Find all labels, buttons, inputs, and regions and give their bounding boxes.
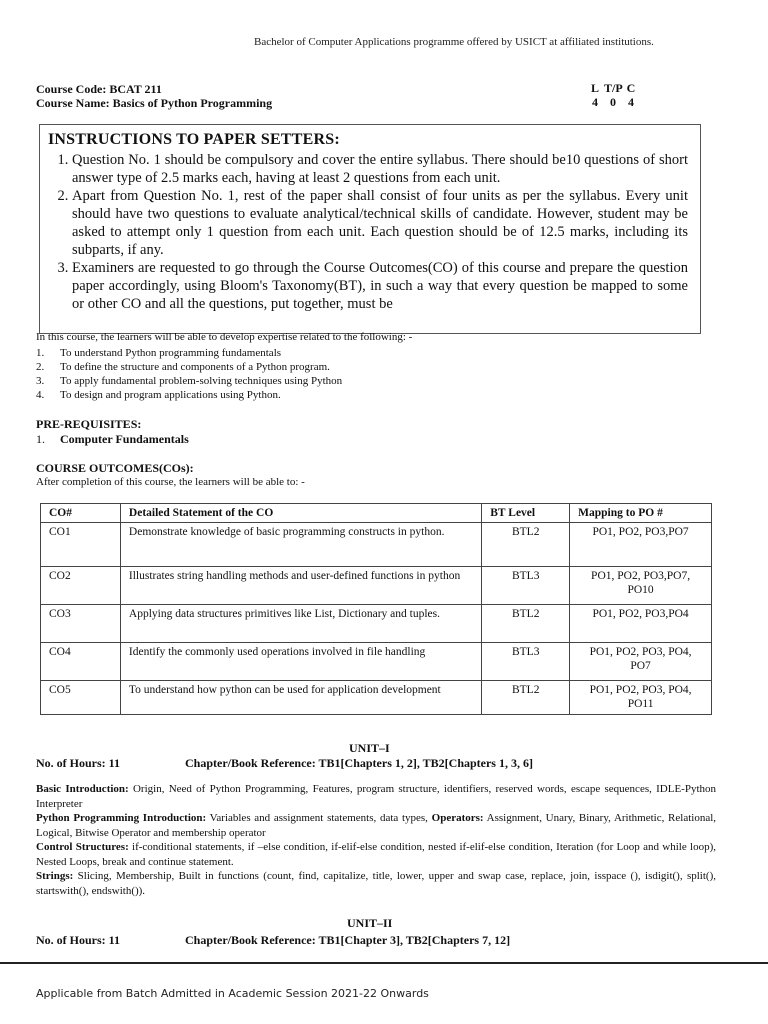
topic-paragraph: Control Structures: if-conditional statements, if –else condition, if-elif-else condition, nested if-elif-else condition, Iteration (for Loop and while loop), Nested Loops, break and continue statement. bbox=[36, 841, 716, 868]
page-footer: Applicable from Batch Admitted in Academic Session 2021-22 Onwards bbox=[36, 987, 429, 1000]
topic-paragraph: Basic Introduction: Origin, Need of Python Programming, Features, program structure, identifiers, reserved words, escape sequences, IDLE-Python Interpreter bbox=[36, 783, 717, 810]
instruction-item: 2. Apart from Question No. 1, rest of the paper shall consist of four units as per the syllabus. Every unit should have two questions to evaluate analytical/technical skills of candidate. However, student may be asked to attempt only 1 question from each unit. Each question should be of 12.5 marks, including its subparts, if any. bbox=[72, 187, 700, 259]
objective-item: 2. To define the structure and components of a Python program. bbox=[36, 361, 330, 373]
co-bt: BTL2 bbox=[482, 681, 570, 715]
instructions-title: INSTRUCTIONS TO PAPER SETTERS: bbox=[48, 131, 340, 148]
co-statement: To understand how python can be used for application development bbox=[120, 681, 481, 715]
co-po: PO1, PO2, PO3,PO7 bbox=[570, 523, 712, 567]
table-row bbox=[41, 605, 712, 643]
unit1-reference: Chapter/Book Reference: TB1[Chapters 1, 2], TB2[Chapters 1, 3, 6] bbox=[185, 756, 533, 770]
co-po: PO1, PO2, PO3, PO4, PO11 bbox=[570, 681, 712, 715]
unit2-hours: No. of Hours: 11 bbox=[36, 933, 120, 947]
outcomes-table bbox=[40, 503, 712, 715]
co-id: CO4 bbox=[41, 643, 121, 681]
co-po: PO1, PO2, PO3,PO7, PO10 bbox=[570, 567, 712, 605]
co-bt: BTL2 bbox=[482, 523, 570, 567]
outcomes-subtitle: After completion of this course, the learners will be able to: - bbox=[36, 476, 305, 488]
unit1-hours: No. of Hours: 11 bbox=[36, 756, 120, 770]
course-name: Course Name: Basics of Python Programming bbox=[36, 96, 273, 110]
instruction-item: 1. Question No. 1 should be compulsory and cover the entire syllabus. There should be10 questions of short answer type of 2.5 marks each, having at least 2 questions from each unit. bbox=[72, 151, 700, 187]
col-header: Mapping to PO # bbox=[570, 504, 712, 523]
objective-item: 3. To apply fundamental problem-solving techniques using Python bbox=[36, 375, 343, 387]
table-row bbox=[41, 643, 712, 681]
table-row bbox=[41, 681, 712, 715]
table-row bbox=[41, 523, 712, 567]
co-id: CO5 bbox=[41, 681, 121, 715]
ltpc-value-l: 4 bbox=[592, 95, 598, 109]
co-id: CO2 bbox=[41, 567, 121, 605]
outcomes-title: COURSE OUTCOMES(COs): bbox=[36, 461, 194, 475]
instruction-item: 3. Examiners are requested to go through the Course Outcomes(CO) of this course and prepare the question paper accordingly, using Bloom's Taxonomy(BT), in such a way that every question be mapped to some or other CO and all the questions, put together, must be bbox=[72, 259, 700, 313]
course-code: Course Code: BCAT 211 bbox=[36, 82, 162, 96]
table-header-row bbox=[41, 504, 712, 523]
objective-item: 4. To design and program applications using Python. bbox=[36, 389, 281, 401]
co-bt: BTL3 bbox=[482, 567, 570, 605]
co-bt: BTL2 bbox=[482, 605, 570, 643]
instructions-box bbox=[39, 124, 701, 334]
unit1-topics bbox=[36, 782, 716, 898]
prereq-item: 1. Computer Fundamentals bbox=[36, 432, 189, 446]
co-statement: Applying data structures primitives like List, Dictionary and tuples. bbox=[120, 605, 481, 643]
prereq-title: PRE-REQUISITES: bbox=[36, 417, 142, 431]
topic-paragraph: Strings: Slicing, Membership, Built in functions (count, find, capitalize, title, lower, upper and swap case, replace, join, isspace (), isdigit(), split(), startswith(), endswith()). bbox=[36, 870, 716, 897]
ltpc-block bbox=[586, 81, 640, 109]
unit1-title: UNIT–I bbox=[349, 741, 390, 755]
co-statement: Demonstrate knowledge of basic programming constructs in python. bbox=[120, 523, 481, 567]
unit2-title: UNIT–II bbox=[347, 916, 393, 930]
ltpc-label-tp: T/P bbox=[604, 81, 623, 95]
ltpc-label-l: L bbox=[590, 81, 599, 95]
co-id: CO3 bbox=[41, 605, 121, 643]
col-header: BT Level bbox=[482, 504, 570, 523]
co-po: PO1, PO2, PO3, PO4, PO7 bbox=[570, 643, 712, 681]
co-bt: BTL3 bbox=[482, 643, 570, 681]
objective-item: 1. To understand Python programming fundamentals bbox=[36, 347, 282, 359]
objectives-intro: In this course, the learners will be able to develop expertise related to the following: - bbox=[36, 331, 413, 343]
unit2-reference: Chapter/Book Reference: TB1[Chapter 3], TB2[Chapters 7, 12] bbox=[185, 933, 511, 947]
co-statement: Illustrates string handling methods and user-defined functions in python bbox=[120, 567, 481, 605]
ltpc-value-tp: 0 bbox=[610, 95, 616, 109]
col-header: CO# bbox=[41, 504, 121, 523]
objectives-list bbox=[36, 346, 342, 402]
ltpc-label-c: C bbox=[626, 81, 636, 95]
topic-paragraph: Python Programming Introduction: Variables and assignment statements, data types, Operators: Assignment, Unary, Binary, Arithmetic, Relational, Logical, Bitwise Operator and membership operator bbox=[36, 812, 717, 839]
co-id: CO1 bbox=[41, 523, 121, 567]
co-statement: Identify the commonly used operations involved in file handling bbox=[120, 643, 481, 681]
table-row bbox=[41, 567, 712, 605]
page-header: Bachelor of Computer Applications programme offered by USICT at affiliated institutions. bbox=[254, 36, 654, 48]
footer-divider bbox=[0, 962, 768, 964]
course-info bbox=[36, 82, 272, 110]
col-header: Detailed Statement of the CO bbox=[120, 504, 481, 523]
ltpc-value-c: 4 bbox=[628, 95, 634, 109]
co-po: PO1, PO2, PO3,PO4 bbox=[570, 605, 712, 643]
